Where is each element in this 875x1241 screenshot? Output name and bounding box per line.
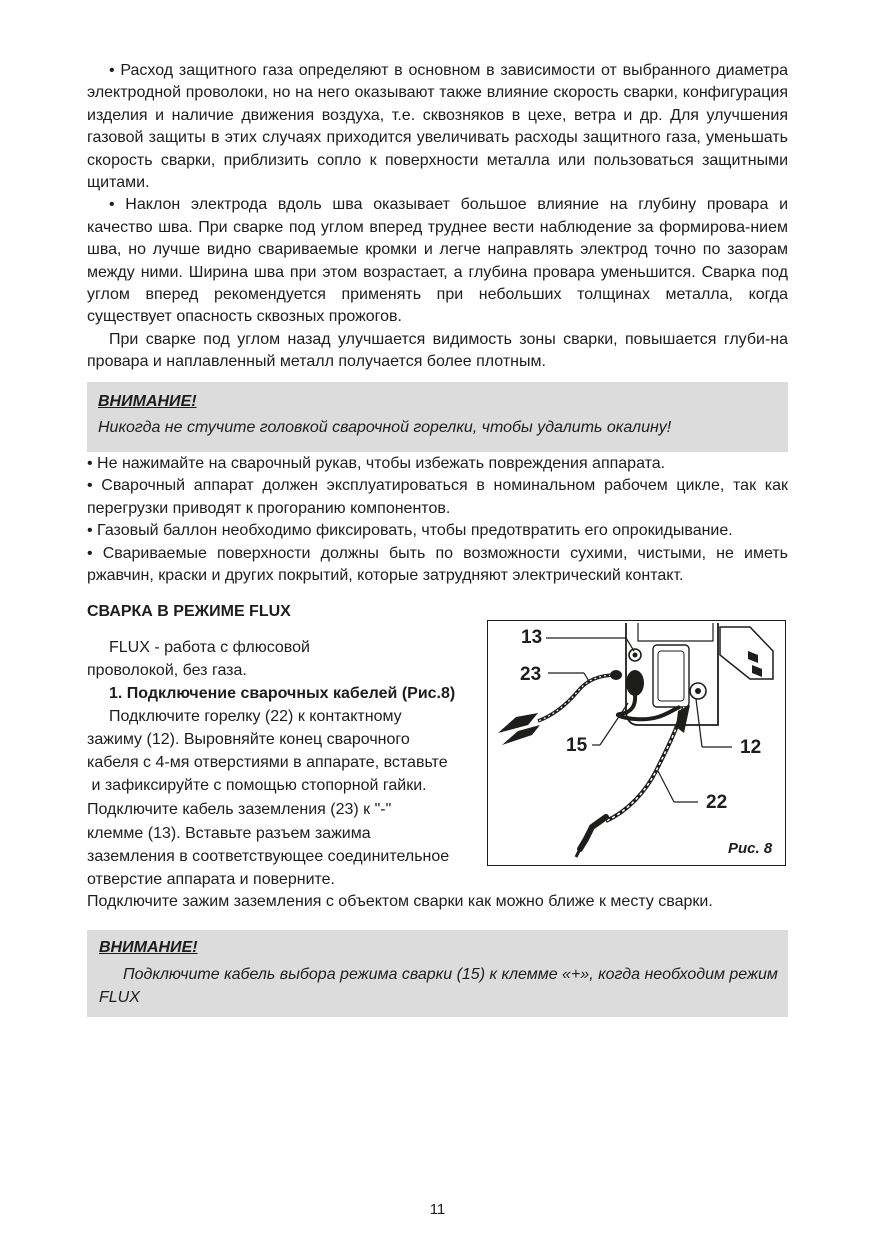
- subsection-heading: 1. Подключение сварочных кабелей (Рис.8): [109, 685, 456, 702]
- flux-line: Подключите горелку (22) к контактному: [109, 708, 402, 725]
- section-heading: СВАРКА В РЕЖИМЕ FLUX: [87, 603, 291, 620]
- flux-line: Подключите кабель заземления (23) к "-": [87, 801, 392, 818]
- callout-label: 23: [520, 664, 542, 685]
- flux-line: и зафиксируйте с помощью стопорной гайки.: [87, 777, 427, 794]
- paragraph: При сварке под углом назад улучшается видимость зоны сварки, повышается глуби-на провара и наплавленный металл получается более плотным.: [87, 330, 788, 371]
- bullet-list: [87, 453, 788, 587]
- warning-box: [87, 930, 788, 1017]
- callout-label: 15: [566, 735, 588, 756]
- page-number: 11: [429, 1201, 446, 1218]
- flux-line: FLUX - работа с флюсовой: [109, 639, 310, 656]
- flux-line: проволокой, без газа.: [87, 662, 247, 679]
- flux-line: зажиму (12). Выровняйте конец сварочного: [87, 731, 410, 748]
- warning-text: Подключите кабель выбора режима сварки (15) к клемме «+», когда необходим режим FLUX: [99, 966, 778, 1006]
- bullet-item: • Свариваемые поверхности должны быть по возможности сухими, чистыми, не иметь ржавчин, краски и других покрытий, которые затрудняют электрический контакт.: [87, 544, 788, 585]
- flux-line: клемме (13). Вставьте разъем зажима: [87, 825, 371, 842]
- figure-8: [487, 620, 786, 866]
- bullet-item: • Газовый баллон необходимо фиксировать, чтобы предотвратить его опрокидывание.: [87, 522, 733, 540]
- body-text: [87, 60, 788, 374]
- flux-line: кабеля с 4-мя отверстиями в аппарате, вставьте: [87, 754, 448, 771]
- warning-title: ВНИМАНИЕ!: [98, 393, 197, 410]
- figure-caption: Рис. 8: [728, 840, 773, 857]
- flux-line: заземления в соответствующее соединительное: [87, 848, 450, 865]
- bullet-item: • Не нажимайте на сварочный рукав, чтобы избежать повреждения аппарата.: [87, 455, 666, 472]
- callout-label: 13: [521, 627, 543, 648]
- warning-title: ВНИМАНИЕ!: [99, 939, 198, 956]
- paragraph: • Наклон электрода вдоль шва оказывает большое влияние на глубину провара и качество шва. При сварке под углом вперед труднее вести наблюдение за формирова-нием шва, но лучше видно свариваемые кромки и легче направлять электрод точно по зазорам между ними. Ширина шва при этом возрастает, а глубина провара уменьшится. Сварка под углом вперед рекомендуется применять при небольших толщинах металла, когда существует опасность сквозных прожогов.: [87, 196, 788, 326]
- callout-label: 12: [740, 737, 762, 758]
- callout-label: 22: [706, 792, 728, 813]
- paragraph: • Расход защитного газа определяют в основном в зависимости от выбранного диаметра электродной проволоки, но на него оказывают также влияние скорость сварки, конфигурация изделия и наличие движения воздуха, т.е. сквозняков в цехе, ветра и др. Для улучшения газовой защиты в этих случаях приходится увеличивать расходы защитного газа, уменьшать скорость сварки, приблизить сопло к поверхности металла или пользоваться защитными щитами.: [87, 62, 788, 192]
- flux-line: отверстие аппарата и поверните.: [87, 871, 335, 888]
- warning-box: [87, 382, 788, 452]
- bullet-item: • Сварочный аппарат должен эксплуатироваться в номинальном рабочем цикле, так как перегрузки приводят к прогоранию компонентов.: [87, 477, 788, 517]
- flux-line: Подключите зажим заземления с объектом сварки как можно ближе к месту сварки.: [87, 893, 713, 910]
- warning-text: Никогда не стучите головкой сварочной горелки, чтобы удалить окалину!: [98, 419, 672, 436]
